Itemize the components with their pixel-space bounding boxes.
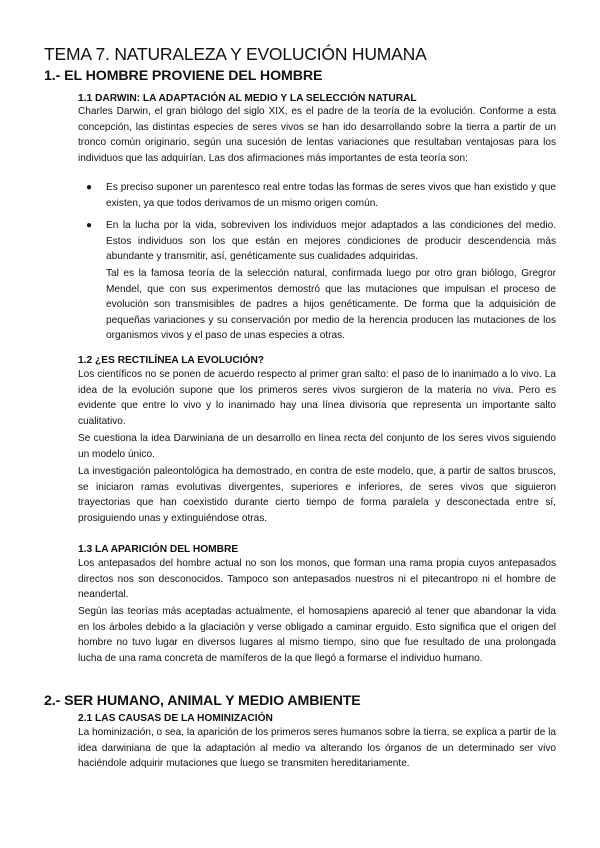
section-2-heading: 2.- SER HUMANO, ANIMAL Y MEDIO AMBIENTE [44, 693, 361, 709]
section-1-2-paragraph-3: La investigación paleontológica ha demostrado, en contra de este modelo, que, a partir de saltos bruscos, se iniciaron ramas evolutivas divergentes, superiores e inferiores, de seres vivos que siguieron trayectorias que han coexistido durante cierto tiempo de forma paralela y desconectada entre sí, prosiguiendo unas y extinguiéndose otras. [78, 466, 556, 524]
bullet-text: En la lucha por la vida, sobreviven los individuos mejor adaptados a las condiciones del medio. Estos individuos son los que están en mejores condiciones de producir descendencia más abundante y transmitir, así, genéticamente sus cualidades adquiridas. [106, 220, 556, 263]
section-1-1-heading: 1.1 DARWIN: LA ADAPTACIÓN AL MEDIO Y LA SELECCIÓN NATURAL [78, 93, 417, 104]
section-1-3-paragraph-2: Según las teorías más aceptadas actualmente, el homosapiens apareció al tener que abandonar la vida en los árboles debido a la glaciación y verse obligado a caminar erguido. Esto significa que el origen del hombre no tuvo lugar en diversos lugares al mismo tiempo, sino que fue resultado de una prolongada lucha de una rama concreta de mamíferos de la que llegó a formarse el individuo humano. [78, 606, 556, 664]
bullet-icon: ● [86, 182, 93, 193]
section-1-3-heading: 1.3 LA APARICIÓN DEL HOMBRE [78, 544, 239, 555]
section-2-1-paragraph: La hominización, o sea, la aparición de los primeros seres humanos sobre la tierra, se explica a partir de la idea darwiniana de que la adaptación al medio va alterando los órganos de un determinado ser vivo haciéndole adquirir mutaciones que luego se transmiten hereditariamente. [78, 727, 557, 770]
section-1-3-paragraph-1: Los antepasados del hombre actual no son los monos, que forman una rama propia cuyos antepasados directos nos son desconocidos. Tampoco son antepasados nuestros ni el pitecantropo ni el hombre de neandertal. [78, 558, 556, 601]
list-item [78, 218, 556, 265]
section-1-2-heading: 1.2 ¿ES RECTILÍNEA LA EVOLUCIÓN? [78, 355, 265, 366]
section-1-2-paragraph-2: Se cuestiona la idea Darwiniana de un desarrollo en línea recta del conjunto de los seres vivos siguiendo un modelo único. [78, 433, 556, 460]
list-item [78, 180, 556, 211]
section-1-1-bullet-list [78, 180, 556, 272]
section-1-heading: 1.- EL HOMBRE PROVIENE DEL HOMBRE [44, 68, 323, 84]
section-1-2-paragraph-1: Los científicos no se ponen de acuerdo respecto al primer gran salto: el paso de lo inanimado a lo vivo. La idea de la evolución supone que los primeros seres vivos surgieron de la materia no viva. Pero es evidente que entre lo vivo y lo inanimado hay una línea divisoria que representa un importante salto cualitativo. [78, 369, 556, 427]
bullet-icon: ● [86, 220, 93, 232]
bullet-text: Es preciso suponer un parentesco real entre todas las formas de seres vivos que han existido y que existen, ya que todos derivamos de un mismo origen común. [106, 182, 556, 209]
document-title: TEMA 7. NATURALEZA Y EVOLUCIÓN HUMANA [44, 44, 427, 64]
section-1-1-intro: Charles Darwin, el gran biólogo del siglo XIX, es el padre de la teoría de la evolución. Conforme a esta concepción, las distintas especies de seres vivos se han ido desarrollando sobre la tierra a partir de un tronco común originario, según una sucesión de lentas variaciones que resultaban ventajosas para los individuos que las adquirían. Las dos afirmaciones más importantes de esta teoría son: [78, 106, 556, 164]
section-1-1-continuation: Tal es la famosa teoría de la selección natural, confirmada luego por otro gran biólogo, Gregror Mendel, que con sus experimentos demostró que las mutaciones que impulsan el proceso de evolución son transmisibles de padres a hijos genéticamente. De forma que la adquisición de pequeñas variaciones y su conservación por medio de la herencia producen las mutaciones de los organismos vivos y el paso de unas especies a otras. [106, 268, 556, 342]
section-2-1-heading: 2.1 LAS CAUSAS DE LA HOMINIZACIÓN [78, 713, 273, 724]
